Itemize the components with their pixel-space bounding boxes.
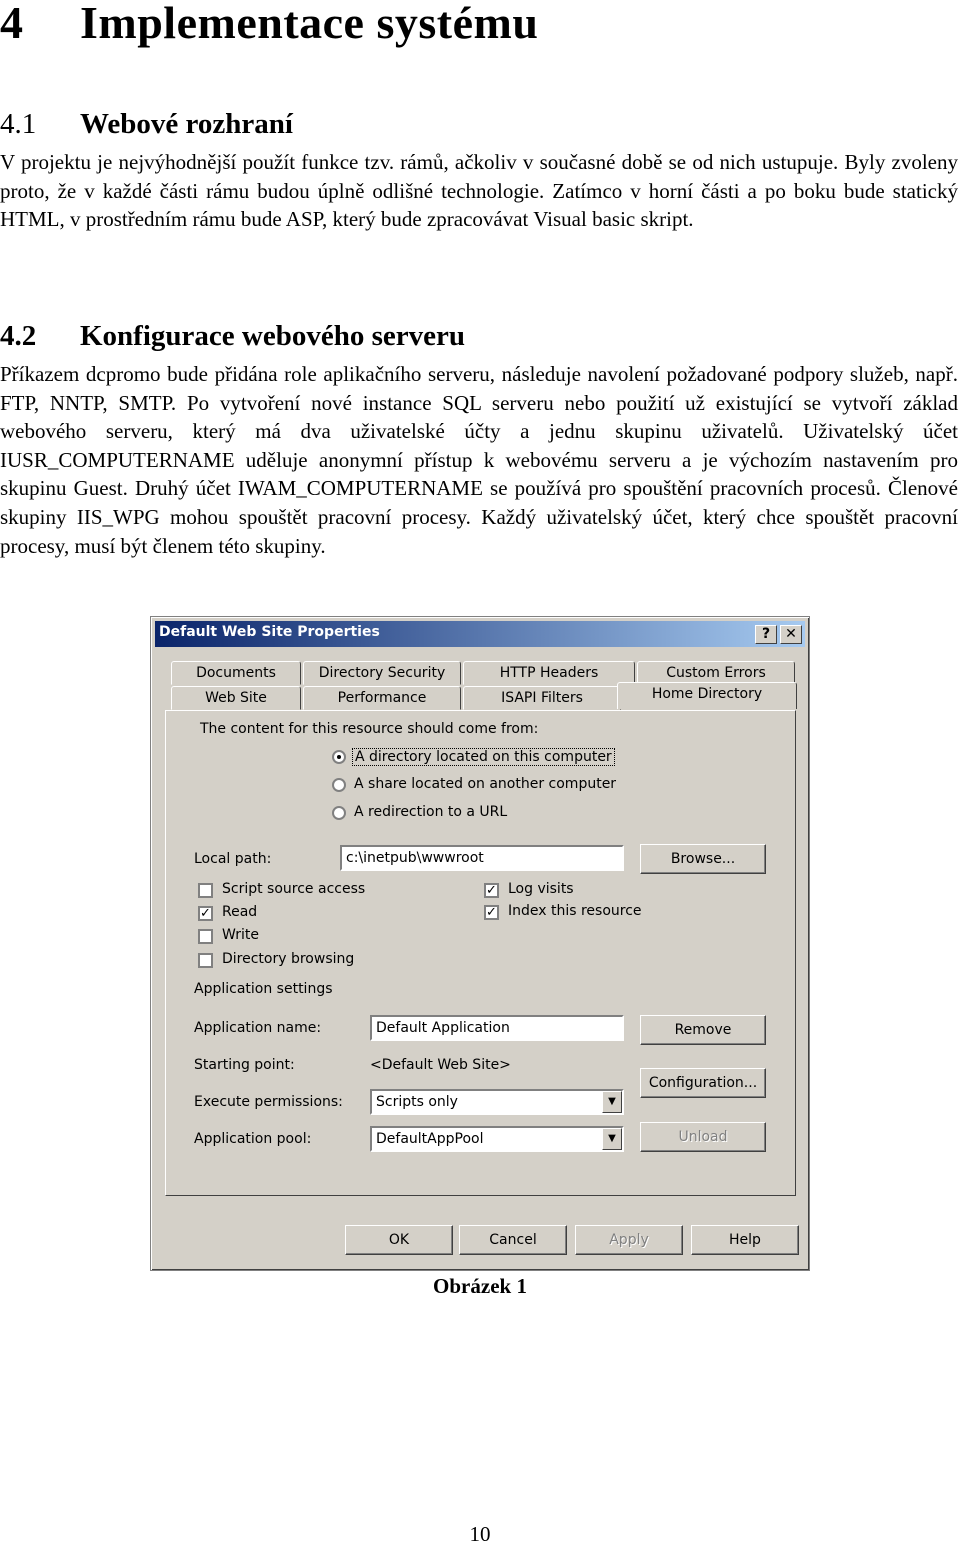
radio-local-directory[interactable]: [332, 750, 346, 764]
browse-button[interactable]: Browse...: [640, 844, 766, 874]
log-visits-label[interactable]: Log visits: [508, 881, 574, 897]
checkbox-directory-browsing[interactable]: [198, 953, 213, 968]
index-resource-label[interactable]: Index this resource: [508, 903, 642, 919]
chapter-heading: [0, 0, 538, 46]
chevron-down-icon[interactable]: ▼: [602, 1091, 622, 1113]
local-path-label: Local path:: [194, 851, 272, 867]
section-paragraph-4-2: Příkazem dcpromo bude přidána role aplikačního serveru, následuje navolení požadované podpory služeb, např. FTP, NNTP, SMTP. Po vytvoření nové instance SQL serveru nebo použití už existující se vytvoří základ webového serveru, který má dva uživatelské účty a jednu skupinu uživatelů. Uživatelský účet IUSR_COMPUTERNAME uděluje anonymní přístup k webovému serveru a je výchozím nastavením pro skupinu Guest. Druhý účet IWAM_COMPUTERNAME se používá pro spouštění pracovních procesů. Členové skupiny IIS_WPG mohou spouštět pracovní procesy. Každý uživatelský účet, který chce spouštět pracovní procesy, musí být členem této skupiny.: [0, 362, 958, 558]
home-directory-panel: [165, 710, 796, 1196]
execute-permissions-label: Execute permissions:: [194, 1094, 343, 1110]
script-source-access-label[interactable]: Script source access: [222, 881, 366, 897]
checkbox-log-visits[interactable]: ✓: [484, 883, 499, 898]
application-pool-value: DefaultAppPool: [376, 1131, 484, 1147]
ok-button[interactable]: OK: [345, 1225, 453, 1255]
read-label[interactable]: Read: [222, 904, 258, 920]
checkbox-read[interactable]: ✓: [198, 906, 213, 921]
starting-point-label: Starting point:: [194, 1057, 295, 1073]
tab-home-directory[interactable]: Home Directory: [617, 682, 797, 709]
application-name-label: Application name:: [194, 1020, 322, 1036]
dialog-titlebar: [155, 621, 805, 647]
tab-http-headers[interactable]: HTTP Headers: [463, 661, 635, 685]
unload-button[interactable]: Unload: [640, 1122, 766, 1152]
tab-isapi-filters[interactable]: ISAPI Filters: [463, 686, 621, 710]
chevron-down-icon[interactable]: ▼: [602, 1128, 622, 1150]
starting-point-value: <Default Web Site>: [370, 1057, 511, 1073]
section-paragraph-4-1: V projektu je nejvýhodnější použít funkce tzv. rámů, ačkoliv v současné době se od nich ustupuje. Byly zvoleny proto, že v každé části rámu budou úplně odlišné technologie. Zatímco v horní části a po boku bude statický HTML, v prostředním rámu bude ASP, který bude zpracovávat Visual basic skript.: [0, 150, 958, 232]
execute-permissions-value: Scripts only: [376, 1094, 458, 1110]
checkbox-write[interactable]: [198, 929, 213, 944]
local-path-input[interactable]: c:\inetpub\wwwroot: [340, 845, 624, 871]
help-icon[interactable]: ?: [755, 625, 777, 644]
write-label[interactable]: Write: [222, 927, 259, 943]
application-settings-label: Application settings: [194, 981, 333, 997]
radio-local-directory-label[interactable]: A directory located on this computer: [352, 748, 615, 766]
application-pool-select[interactable]: [370, 1126, 624, 1152]
application-name-input[interactable]: Default Application: [370, 1015, 624, 1041]
radio-selected-dot: [337, 755, 341, 759]
checkbox-index-resource[interactable]: ✓: [484, 905, 499, 920]
apply-button[interactable]: Apply: [575, 1225, 683, 1255]
close-icon[interactable]: ✕: [780, 625, 802, 644]
tab-custom-errors[interactable]: Custom Errors: [637, 661, 795, 685]
configuration-button[interactable]: Configuration...: [640, 1068, 766, 1098]
figure-caption: Obrázek 1: [433, 1274, 527, 1298]
help-button[interactable]: Help: [691, 1225, 799, 1255]
section-heading-4-2: [0, 320, 465, 352]
directory-browsing-label[interactable]: Directory browsing: [222, 951, 355, 967]
cancel-button[interactable]: Cancel: [459, 1225, 567, 1255]
radio-url-redirection-label[interactable]: A redirection to a URL: [354, 804, 508, 820]
tab-directory-security[interactable]: Directory Security: [303, 661, 461, 685]
dialog-title: Default Web Site Properties: [159, 624, 380, 640]
page-number: 10: [469, 1522, 491, 1546]
remove-button[interactable]: Remove: [640, 1015, 766, 1045]
section-number: 4.2: [0, 320, 37, 352]
radio-url-redirection[interactable]: [332, 806, 346, 820]
radio-network-share-label[interactable]: A share located on another computer: [354, 776, 617, 792]
section-title: Webové rozhraní: [80, 108, 293, 140]
properties-dialog: [150, 616, 810, 1271]
tab-documents[interactable]: Documents: [171, 661, 301, 685]
application-pool-label: Application pool:: [194, 1131, 312, 1147]
section-title: Konfigurace webového serveru: [80, 320, 465, 352]
section-number: 4.1: [0, 108, 37, 140]
section-heading-4-1: [0, 108, 293, 140]
radio-network-share[interactable]: [332, 778, 346, 792]
chapter-title: Implementace systému: [80, 0, 539, 48]
execute-permissions-select[interactable]: [370, 1089, 624, 1115]
content-source-label: The content for this resource should come from:: [200, 721, 539, 737]
tab-web-site[interactable]: Web Site: [171, 686, 301, 710]
checkbox-script-source-access[interactable]: [198, 883, 213, 898]
chapter-number: 4: [0, 0, 24, 48]
tab-performance[interactable]: Performance: [303, 686, 461, 710]
